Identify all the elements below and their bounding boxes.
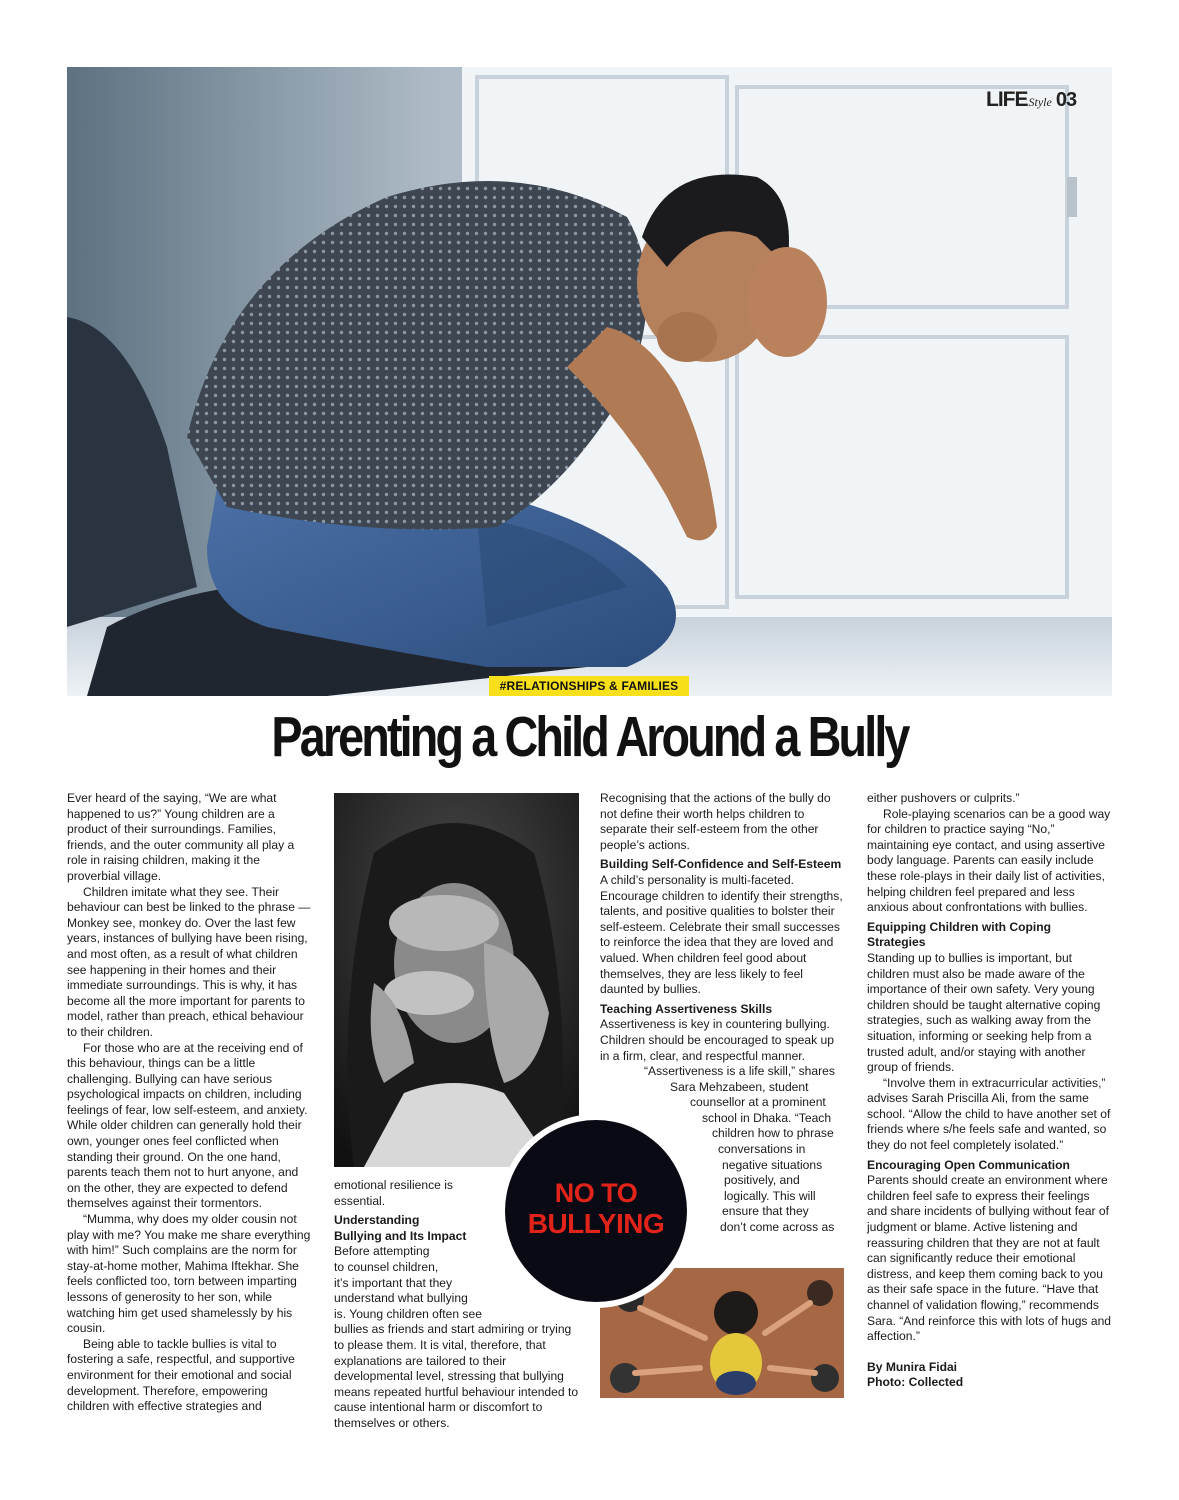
col4-paragraph: Standing up to bullies is important, but children must also be made aware of the importance of their own safety. Very young children should be taught alternative coping strategies, such as walking away from the situation, informing or seeking help from a trusted adult, and/or staying with another group of friends. (867, 950, 1101, 1075)
col3-paragraph: Recognising that the actions of the bully do not define their worth helps children to separate their self-esteem from the other people’s actions. (600, 791, 831, 852)
col3-line: negative situations (722, 1157, 823, 1172)
col2-heading-line: Bullying and Its Impact (334, 1228, 467, 1243)
col2-intro-text: emotional resilience is essential. (334, 1178, 453, 1208)
byline: By Munira Fidai (867, 1359, 958, 1374)
brand-life: LIFE (986, 88, 1028, 111)
page-number: 03 (1055, 89, 1077, 111)
col4-paragraph: Parents should create an environment where children feel safe to express their feelings and share incidents of bullying without fear of judgment or blame. Active listening and reassuring children that they are not at fault can significantly reduce their emotional distress, and keep them coming back to you as their safe space in the future. “Have that channel of validation flowing,” recommends Sara. “And reinforce this with lots of hugs and affection.” (867, 1173, 1112, 1344)
col2-heading-line: Understanding (334, 1213, 420, 1228)
col3-line: ensure that they (722, 1204, 809, 1219)
col2-line: is. Young children often see (334, 1306, 482, 1321)
col4-heading: Encouraging Open Communication (867, 1157, 1070, 1172)
no-bullying-line2: BULLYING (527, 1208, 665, 1239)
col4-paragraph: either pushovers or culprits.” (867, 791, 1020, 805)
col2-line: it’s important that they (334, 1275, 453, 1290)
col2-line: to counsel children, (334, 1259, 439, 1274)
article-column-4 (867, 791, 1112, 1391)
col1-paragraph: For those who are at the receiving end of this behaviour, things can be a little challenging. Bullying can have serious psychological impacts on children, including feelings of fear, low self-esteem, and anxiety. While older children can generally hold their own, younger ones feel conflicted when standing their ground. On the one hand, parents teach them not to hurt anyone, and on the other, they are expected to defend themselves against their tormentors. (67, 1040, 308, 1211)
col2-rest: bullies as friends and start admiring or trying to please them. It is vital, therefore, that explanations are tailored to their developmental level, stressing that bullying means repeated hurtful behaviour intended to cause intentional harm or discomfort to themselves or others. (334, 1322, 579, 1430)
article-column-1 (67, 791, 313, 1415)
col3-line: school in Dhaka. “Teach (702, 1110, 832, 1125)
col3-line: positively, and (724, 1173, 800, 1188)
col3-heading: Teaching Assertiveness Skills (600, 1001, 773, 1016)
headline: Parenting a Child Around a Bully (271, 705, 908, 769)
girl-illustration (334, 793, 579, 1167)
col3-line: logically. This will (724, 1188, 816, 1203)
no-bullying-line1: NO TO (554, 1178, 638, 1208)
col3-line: conversations in (718, 1142, 806, 1157)
col4-paragraph: “Involve them in extracurricular activities,” advises Sarah Priscilla Ali, from the same school. “Allow the child to have another set of friends where s/he feels safe and wanted, so they do not feel completely isolated.” (867, 1075, 1111, 1153)
boy-head-in-hands-illustration (67, 67, 1112, 696)
col3-paragraph: A child’s personality is multi-faceted. Encourage children to identify their strengths, talents, and positive qualities to bolster their self-esteem. Celebrate their small successes to reinforce the idea that they are loved and valued. When children feel good about themselves, they are less likely to feel daunted by bullies. (600, 872, 843, 997)
col2-line: understand what bullying (334, 1291, 468, 1306)
lifestyle-brand-logo (986, 88, 1076, 112)
col2-line: Before attempting (334, 1244, 430, 1259)
col1-paragraph: Ever heard of the saying, “We are what happened to us?” Young children are a product of their surroundings. Families, friends, and the outer community all play a role in raising children, making it the proverbial village. (67, 791, 295, 883)
hero-photo (67, 67, 1112, 696)
col2-intro (334, 1178, 464, 1209)
col1-paragraph: Being able to tackle bullies is vital to fostering a safe, respectful, and supportive environment for their emotional and social development. Therefore, empowering children with effective strategies and (67, 1336, 295, 1414)
col3-line: children how to phrase (712, 1126, 834, 1141)
col1-paragraph: “Mumma, why does my older cousin not play with me? You make me share everything with him!” Such complains are the norm for stay-at-home mother, Mahima Iftekhar. She feels conflicted too, torn between imparting lessons of generosity to her son, while watching him get used shamelessly by his cousin. (67, 1212, 311, 1336)
col4-paragraph: Role-playing scenarios can be a good way for children to practice saying “No,” maintaining eye contact, and using assertive body language. Parents can easily include these role-plays in their daily list of activities, helping children feel prepared and less anxious about confrontations with bullies. (867, 806, 1111, 915)
section-tag: #RELATIONSHIPS & FAMILIES (489, 676, 689, 696)
col3-line: “Assertiveness is a life skill,” shares (644, 1064, 835, 1079)
col3-line: don’t come across as (720, 1220, 835, 1235)
brand-style: Style (1028, 95, 1052, 109)
col1-paragraph: Children imitate what they see. Their behaviour can best be linked to the phrase — Monkey see, monkey do. Over the last few years, instances of bullying have been rising, and most often, as a result of what children see happening in their homes and their immediate surroundings. This is why, it has become all the more important for parents to model, rather than preach, ethical behaviour to their children. (67, 884, 311, 1039)
col4-heading: Equipping Children with Coping Strategies (867, 919, 1052, 950)
girl-covered-face-photo (334, 793, 579, 1167)
col3-line: Sara Mehzabeen, student (670, 1079, 809, 1094)
col3-paragraph: Assertiveness is key in countering bullying. Children should be encouraged to speak up in a firm, clear, and respectful manner. (600, 1017, 834, 1063)
photo-credit: Photo: Collected (867, 1375, 964, 1390)
col3-heading: Building Self-Confidence and Self-Esteem (600, 857, 842, 872)
col3-line: counsellor at a prominent (690, 1095, 826, 1110)
